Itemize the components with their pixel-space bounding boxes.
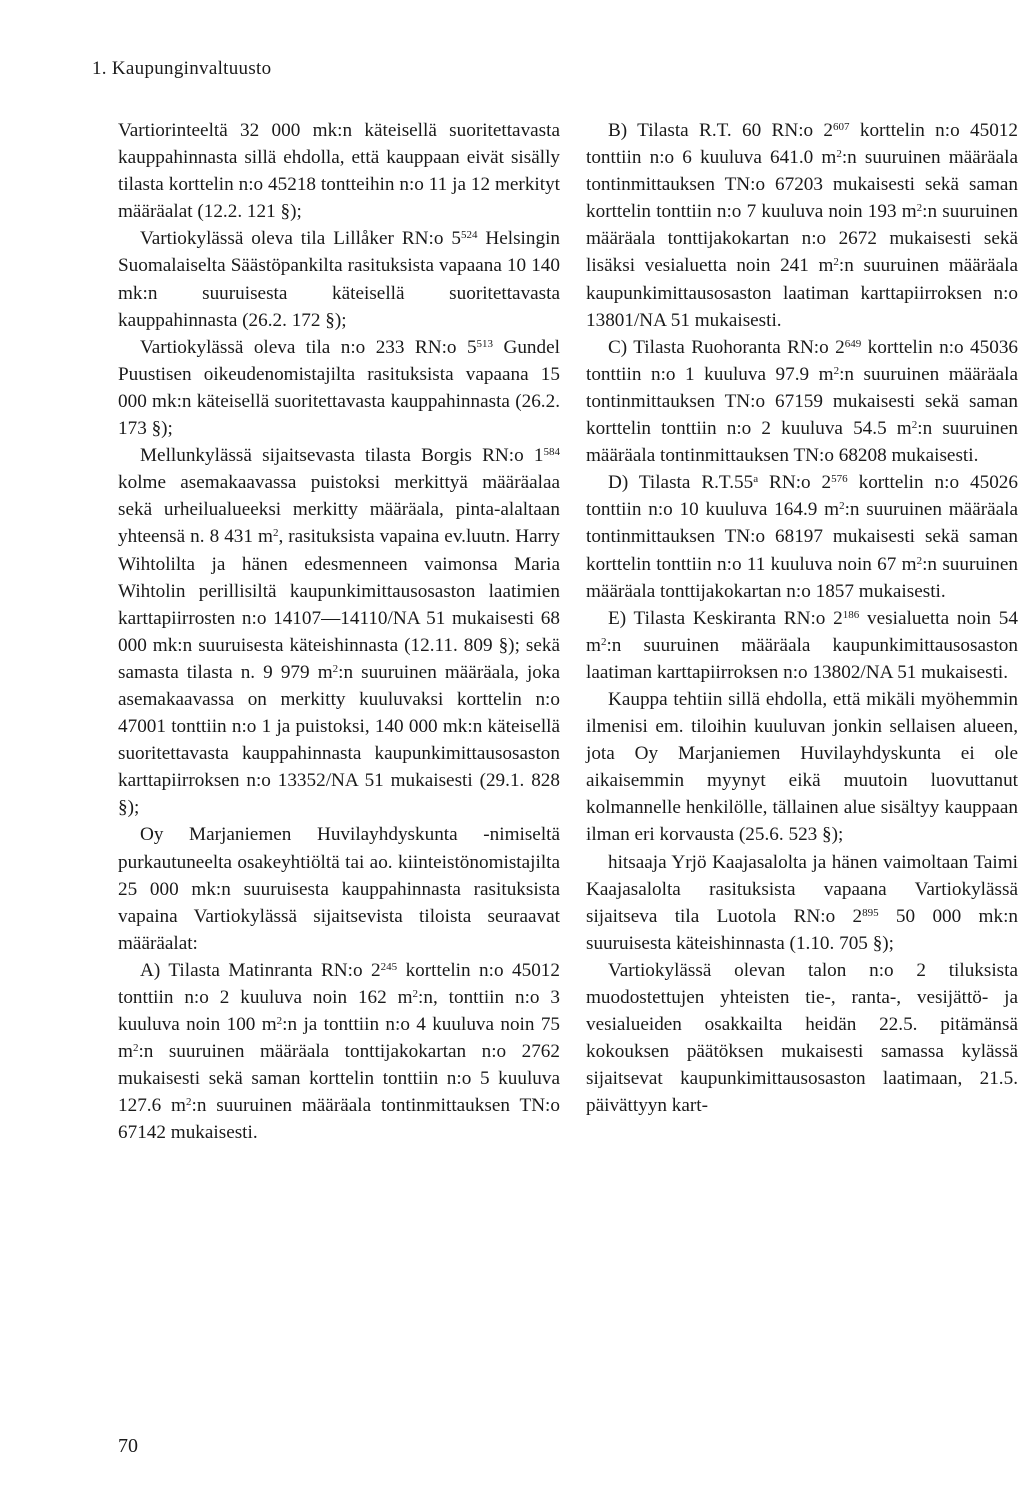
paragraph: E) Tilasta Keskiranta RN:o $2^{186}$ vesialuetta noin 54 $m^2:n$ suuruinen määräala kaupunkimittausosaston laatiman karttapiirroksen n:o 13802/NA 51 mukaisesti. (586, 607, 1018, 683)
right-column (586, 117, 1018, 1119)
page-number: 70 (118, 1435, 138, 1457)
paragraph: Vartiokylässä olevan talon n:o 2 tiluksista muodostettujen yhteisten tie-, ranta-, vesijättö- ja vesialueiden osakkailta heidän 22.5. pitämänsä kokouksen päätöksen mukaisesti samassa kylässä sijaitsevat kaupunkimittausosaston laatimaan, 21.5. päivättyyn kart- (586, 959, 1018, 1117)
paragraph: hitsaaja Yrjö Kaajasalolta ja hänen vaimoltaan Taimi Kaajasalolta rasituksista vapaana Vartiokylässä sijaitseva tila Luotola RN:o $2^{895}$ 50 000 mk:n suuruisesta käteishinnasta (1.10. 705 §); (586, 851, 1018, 954)
paragraph: Kauppa tehtiin sillä ehdolla, että mikäli myöhemmin ilmenisi em. tiloihin kuuluvan jonkin sellaisen alueen, jota Oy Marjaniemen Huvilayhdyskunta ei ole aikaisemmin myynyt eikä muutoin luovuttanut kolmannelle henkilölle, tällainen alue sisältyy kauppaan ilman eri korvausta (25.6. 523 §); (586, 688, 1018, 846)
paragraph: Oy Marjaniemen Huvilayhdyskunta -nimiseltä purkautuneelta osakeyhtiöltä tai ao. kiinteistönomistajilta 25 000 mk:n suuruisesta kauppahinnasta rasituksista vapaina Vartiokylässä sijaitsevista tiloista seuraavat määräalat: (118, 824, 560, 954)
paragraph: Mellunkylässä sijaitsevasta tilasta Borgis RN:o $1^{584}$ kolme asemakaavassa puistoksi merkittyä määräalaa sekä urheilualueeksi merkitty määräala, pinta-alaltaan yhteensä n. 8 431 $m^2$, rasituksista vapaina ev.luutn. Harry Wihtolilta ja hänen edesmenneen vaimonsa Maria Wihtolin perillisiltä kaupunkimittausosaston laatimien karttapiirrosten n:o 14107—14110/NA 51 mukaisesti 68 000 mk:n suuruisesta käteishinnasta (12.11. 809 §); sekä samasta tilasta n. 9 979 $m^2:n$ suuruinen määräala, joka asemakaavassa on merkitty kuuluvaksi korttelin n:o 47001 tonttiin n:o 1 ja puistoksi, 140 000 mk:n käteisellä suoritettavasta kauppahinnasta kaupunkimittausosaston karttapiirroksen n:o 13352/NA 51 mukaisesti (29.1. 828 §); (118, 445, 560, 819)
paragraph: Vartiokylässä oleva tila n:o 233 RN:o $5^{513}$ Gundel Puustisen oikeudenomistajilta rasituksista vapaana 15 000 mk:n käteisellä suoritettavasta kauppahinnasta (26.2. 173 §); (118, 336, 560, 440)
paragraph: D) Tilasta R.T.55$^a$ RN:o $2^{576}$ korttelin n:o 45026 tonttiin n:o 10 kuuluva 164.9 $m^2:n$ suuruinen määräala tontinmittauksen TN:o 68197 mukaisesti sekä saman korttelin tonttiin n:o 11 kuuluva noin 67 $m^2:n$ suuruinen määräala tonttijakokartan n:o 1857 mukaisesti. (586, 472, 1018, 602)
paragraph: Vartiorinteeltä 32 000 mk:n käteisellä suoritettavasta kauppahinnasta sillä ehdolla, että kauppaan eivät sisälly tilasta korttelin n:o 45218 tontteihin n:o 11 ja 12 merkityt määräalat (12.2. 121 §); (118, 120, 560, 223)
running-head: 1. Kaupunginvaltuusto (92, 58, 272, 79)
paragraph: C) Tilasta Ruohoranta RN:o $2^{649}$ korttelin n:o 45036 tonttiin n:o 1 kuuluva 97.9 $m^2:n$ suuruinen määräala tontinmittauksen TN:o 67159 mukaisesti sekä saman korttelin tonttiin n:o 2 kuuluva 54.5 $m^2:n$ suuruinen määräala tontinmittauksen TN:o 68208 mukaisesti. (586, 336, 1019, 467)
left-column (118, 117, 560, 1147)
paragraph: A) Tilasta Matinranta RN:o $2^{245}$ korttelin n:o 45012 tonttiin n:o 2 kuuluva noin 162 $m^2:n$, tonttiin n:o 3 kuuluva noin 100 $m^2:n$ ja tonttiin n:o 4 kuuluva noin 75 $m^2:n$ suuruinen määräala tonttijakokartan n:o 2762 mukaisesti sekä saman korttelin tonttiin n:o 5 kuuluva 127.6 $m^2:n$ suuruinen määräala tontinmittauksen TN:o 67142 mukaisesti. (118, 959, 561, 1144)
paragraph: B) Tilasta R.T. 60 RN:o $2^{607}$ korttelin n:o 45012 tonttiin n:o 6 kuuluva 641.0 $m^2:n$ suuruinen määräala tontinmittauksen TN:o 67203 mukaisesti sekä saman korttelin tonttiin n:o 7 kuuluva noin 193 $m^2:n$ suuruinen määräala tonttijakokartan n:o 2672 mukaisesti sekä lisäksi vesialuetta noin 241 $m^2:n$ suuruinen määräala kaupunkimittausosaston laatiman karttapiirroksen n:o 13801/NA 51 mukaisesti. (586, 120, 1019, 331)
paragraph: Vartiokylässä oleva tila Lillåker RN:o $5^{524}$ Helsingin Suomalaiselta Säästöpankilta rasituksista vapaana 10 140 mk:n suuruisesta käteisellä suoritettavasta kauppahinnasta (26.2. 172 §); (118, 228, 560, 331)
